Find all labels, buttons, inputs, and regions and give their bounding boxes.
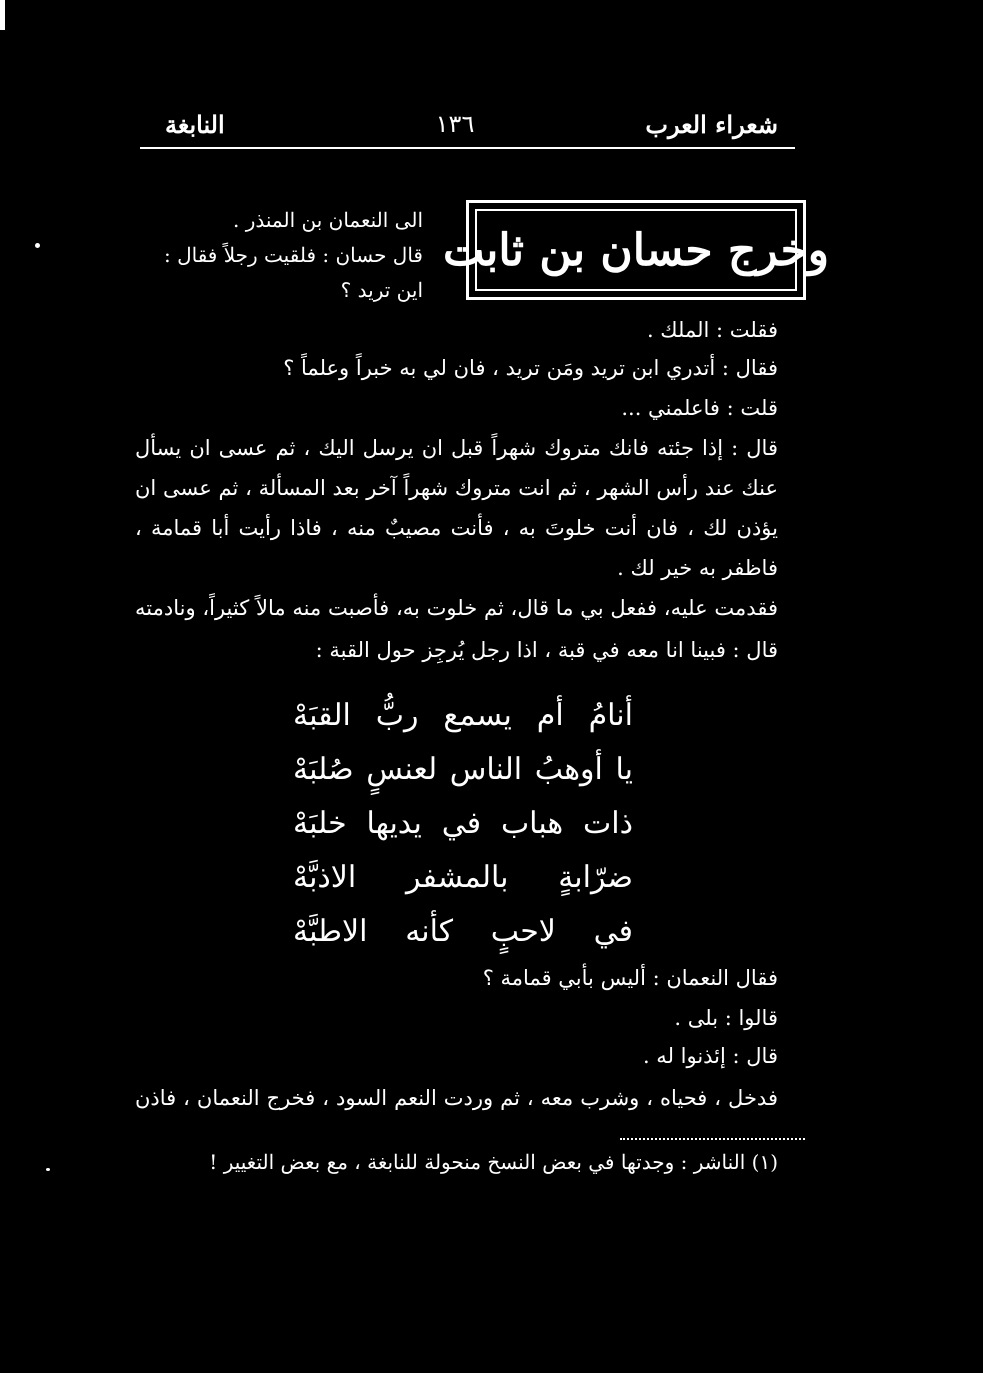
body-line: قال : إذا جئته فانك متروك شهراً قبل ان يرسل اليك ، ثم عسى ان يسأل — [135, 436, 778, 460]
footnote-rule — [620, 1138, 805, 1140]
section-title: وخرج حسان بن ثابت — [442, 224, 830, 276]
body-line: فقال : أتدري ابن تريد ومَن تريد ، فان لي به خبراً وعلماً ؟ — [283, 356, 778, 380]
edge-speck — [46, 1168, 50, 1171]
body-line: فقال النعمان : أليس بأبي قمامة ؟ — [482, 966, 778, 990]
verse-line: في لاحبٍ كأنه الاطبَّهْ — [293, 914, 633, 949]
side-text-line: الى النعمان بن المنذر . — [233, 208, 423, 232]
header-rule — [140, 147, 795, 149]
running-header-chapter: النابغة — [165, 110, 225, 139]
body-line: قال : فبينا انا معه في قبة ، اذا رجل يُرجِز حول القبة : — [315, 638, 778, 662]
edge-speck — [0, 0, 5, 30]
verse-line: يا أوهبُ الناس لعنسٍ صُلبَهْ — [293, 752, 633, 787]
running-header-book-title: شعراء العرب — [645, 110, 778, 139]
edge-speck — [35, 243, 40, 248]
body-line: قال : إئذنوا له . — [642, 1044, 778, 1068]
verse-line: ذات هباب في يديها خلبَهْ — [293, 806, 633, 841]
verse-line: أنامُ أم يسمع ربُّ القبَهْ — [293, 698, 633, 733]
body-line: قالوا : بلى . — [674, 1006, 778, 1030]
body-line: فقلت : الملك . — [646, 318, 778, 342]
body-line: فقدمت عليه، ففعل بي ما قال، ثم خلوت به، فأصبت منه مالاً كثيراً، ونادمته — [135, 596, 778, 620]
verse-line: ضرّابةٍ بالمشفر الاذبَّهْ — [293, 860, 633, 895]
body-line: عنك عند رأس الشهر ، ثم انت متروك شهراً آخر بعد المسألة ، ثم عسى ان — [135, 476, 778, 500]
section-title-box — [442, 200, 830, 300]
footnote: (١) الناشر : وجدتها في بعض النسخ منحولة للنابغة ، مع بعض التغيير ! — [209, 1150, 778, 1174]
side-text-line: اين تريد ؟ — [340, 278, 423, 302]
body-line: فدخل ، فحياه ، وشرب معه ، ثم وردت النعم السود ، فخرج النعمان ، فاذن — [135, 1086, 778, 1110]
body-line: يؤذن لك ، فان أنت خلوتَ به ، فأنت مصيبٌ منه ، فاذا رأيت أبا قمامة ، — [135, 516, 778, 540]
body-line: فاظفر به خير لك . — [617, 556, 778, 580]
body-line: قلت : فاعلمني ... — [621, 396, 778, 420]
side-text-line: قال حسان : فلقيت رجلاً فقال : — [163, 243, 423, 267]
page-number: ١٣٦ — [435, 110, 475, 138]
